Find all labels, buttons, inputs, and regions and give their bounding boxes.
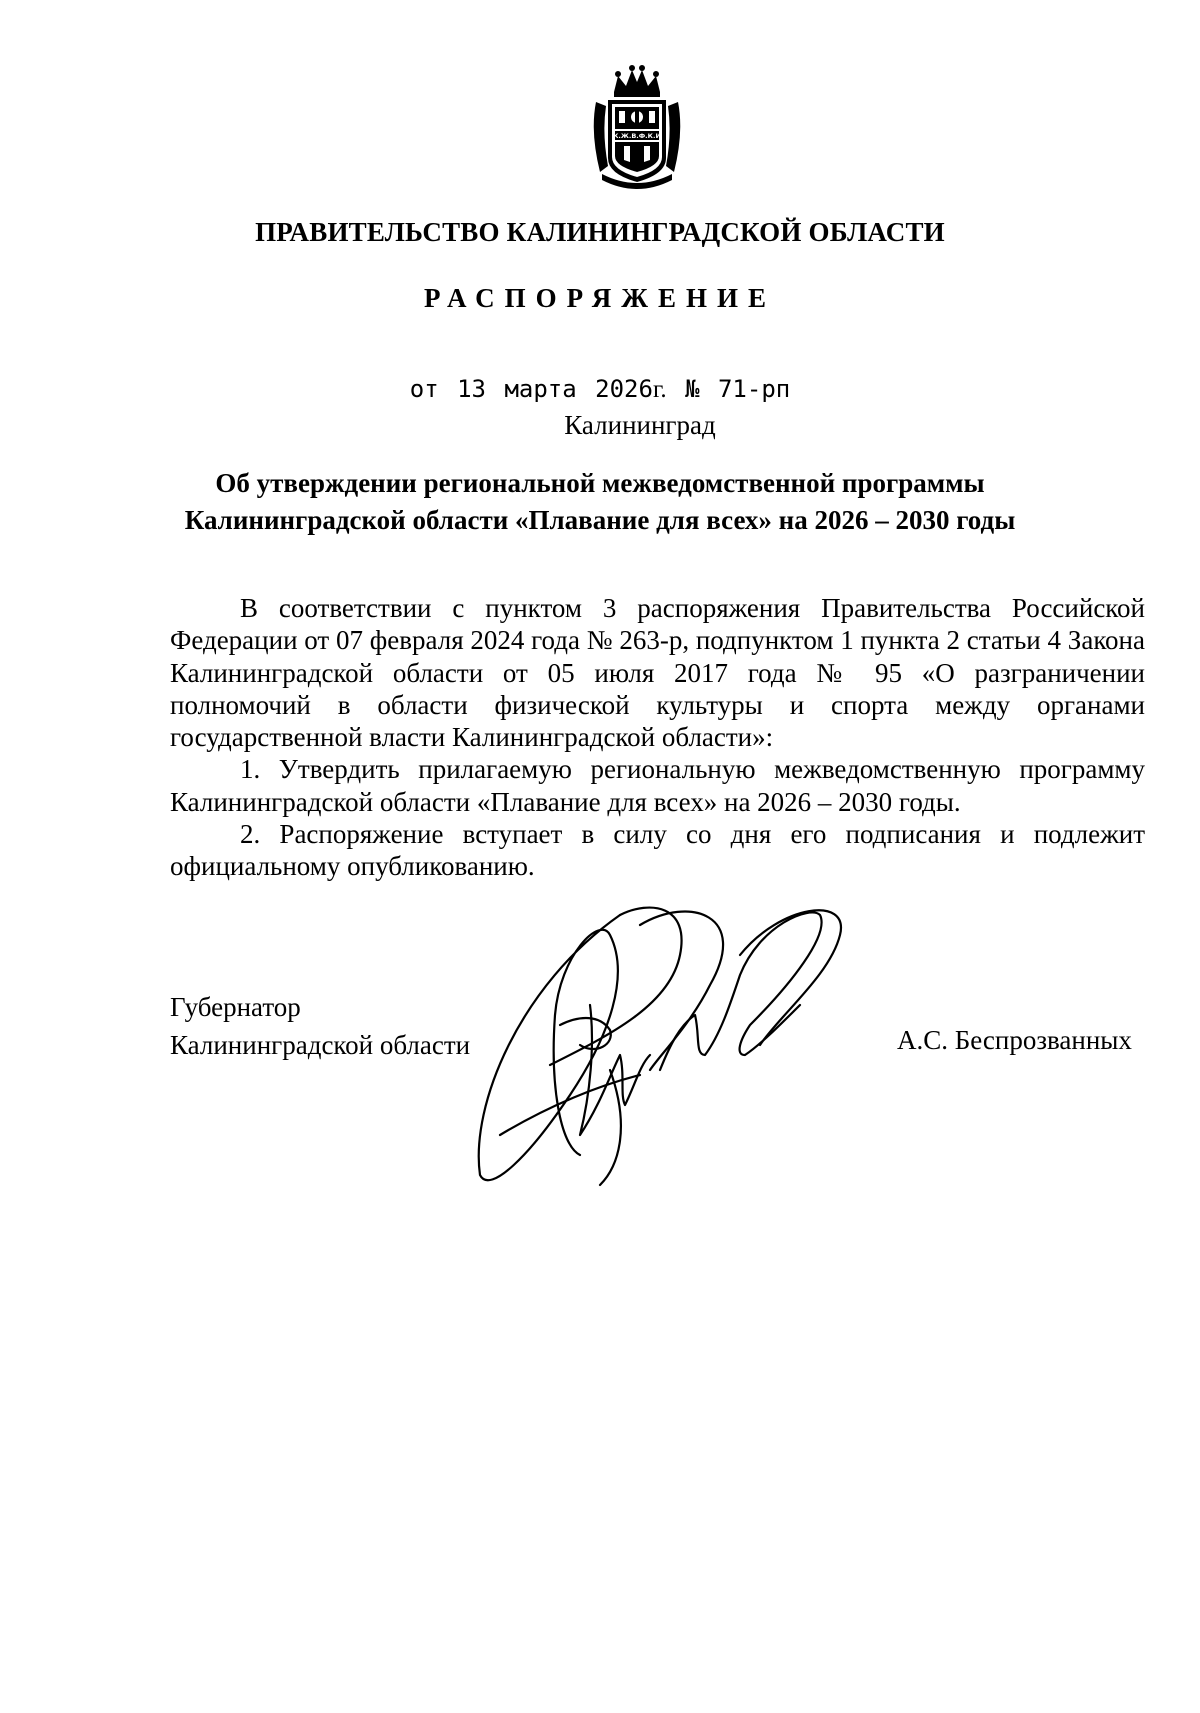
body-item-1: 1. Утвердить прилагаемую региональную межведомственную программу Калининградской области «Плавание для всех» на 2026 – 2030 годы. bbox=[170, 754, 1145, 817]
svg-text:К.Ж.В.Ф.К.И: К.Ж.В.Ф.К.И bbox=[613, 132, 661, 140]
document-body bbox=[170, 592, 1145, 883]
coat-of-arms-emblem bbox=[588, 62, 686, 190]
signer-position bbox=[170, 988, 470, 1064]
handwritten-signature bbox=[460, 895, 880, 1195]
date-year-suffix: г. bbox=[652, 376, 667, 403]
subject-line-2: Калининградской области «Плавание для всех» на 2026 – 2030 годы bbox=[184, 505, 1016, 535]
subject-line-1: Об утверждении региональной межведомственной программы bbox=[215, 468, 985, 498]
document-number: № 71-рп bbox=[685, 375, 791, 403]
document-city: Калининград bbox=[564, 410, 716, 440]
body-preamble: В соответствии с пунктом 3 распоряжения Правительства Российской Федерации от 07 февраля 2024 года № 263-р, подпунктом 1 пункта 2 статьи 4 Закона Калининградской области от 05 июля 2017 года № 95 «О разграничении полномочий в области физической культуры и спорта между органами государственной власти Калининградской области»: bbox=[170, 593, 1145, 753]
document-type: РАСПОРЯЖЕНИЕ bbox=[423, 283, 777, 313]
document-date-number bbox=[0, 375, 1200, 404]
body-item-2: 2. Распоряжение вступает в силу со дня его подписания и подлежит официальному опубликованию. bbox=[170, 819, 1145, 882]
document-date: от 13 марта 2026 bbox=[409, 375, 653, 403]
government-title: ПРАВИТЕЛЬСТВО КАЛИНИНГРАДСКОЙ ОБЛАСТИ bbox=[255, 217, 945, 247]
signer-name: А.С. Беспрозванных bbox=[897, 1025, 1132, 1055]
signer-position-line-2: Калининградской области bbox=[170, 1030, 471, 1060]
document-subject bbox=[0, 465, 1200, 539]
signer-position-line-1: Губернатор bbox=[170, 992, 301, 1022]
